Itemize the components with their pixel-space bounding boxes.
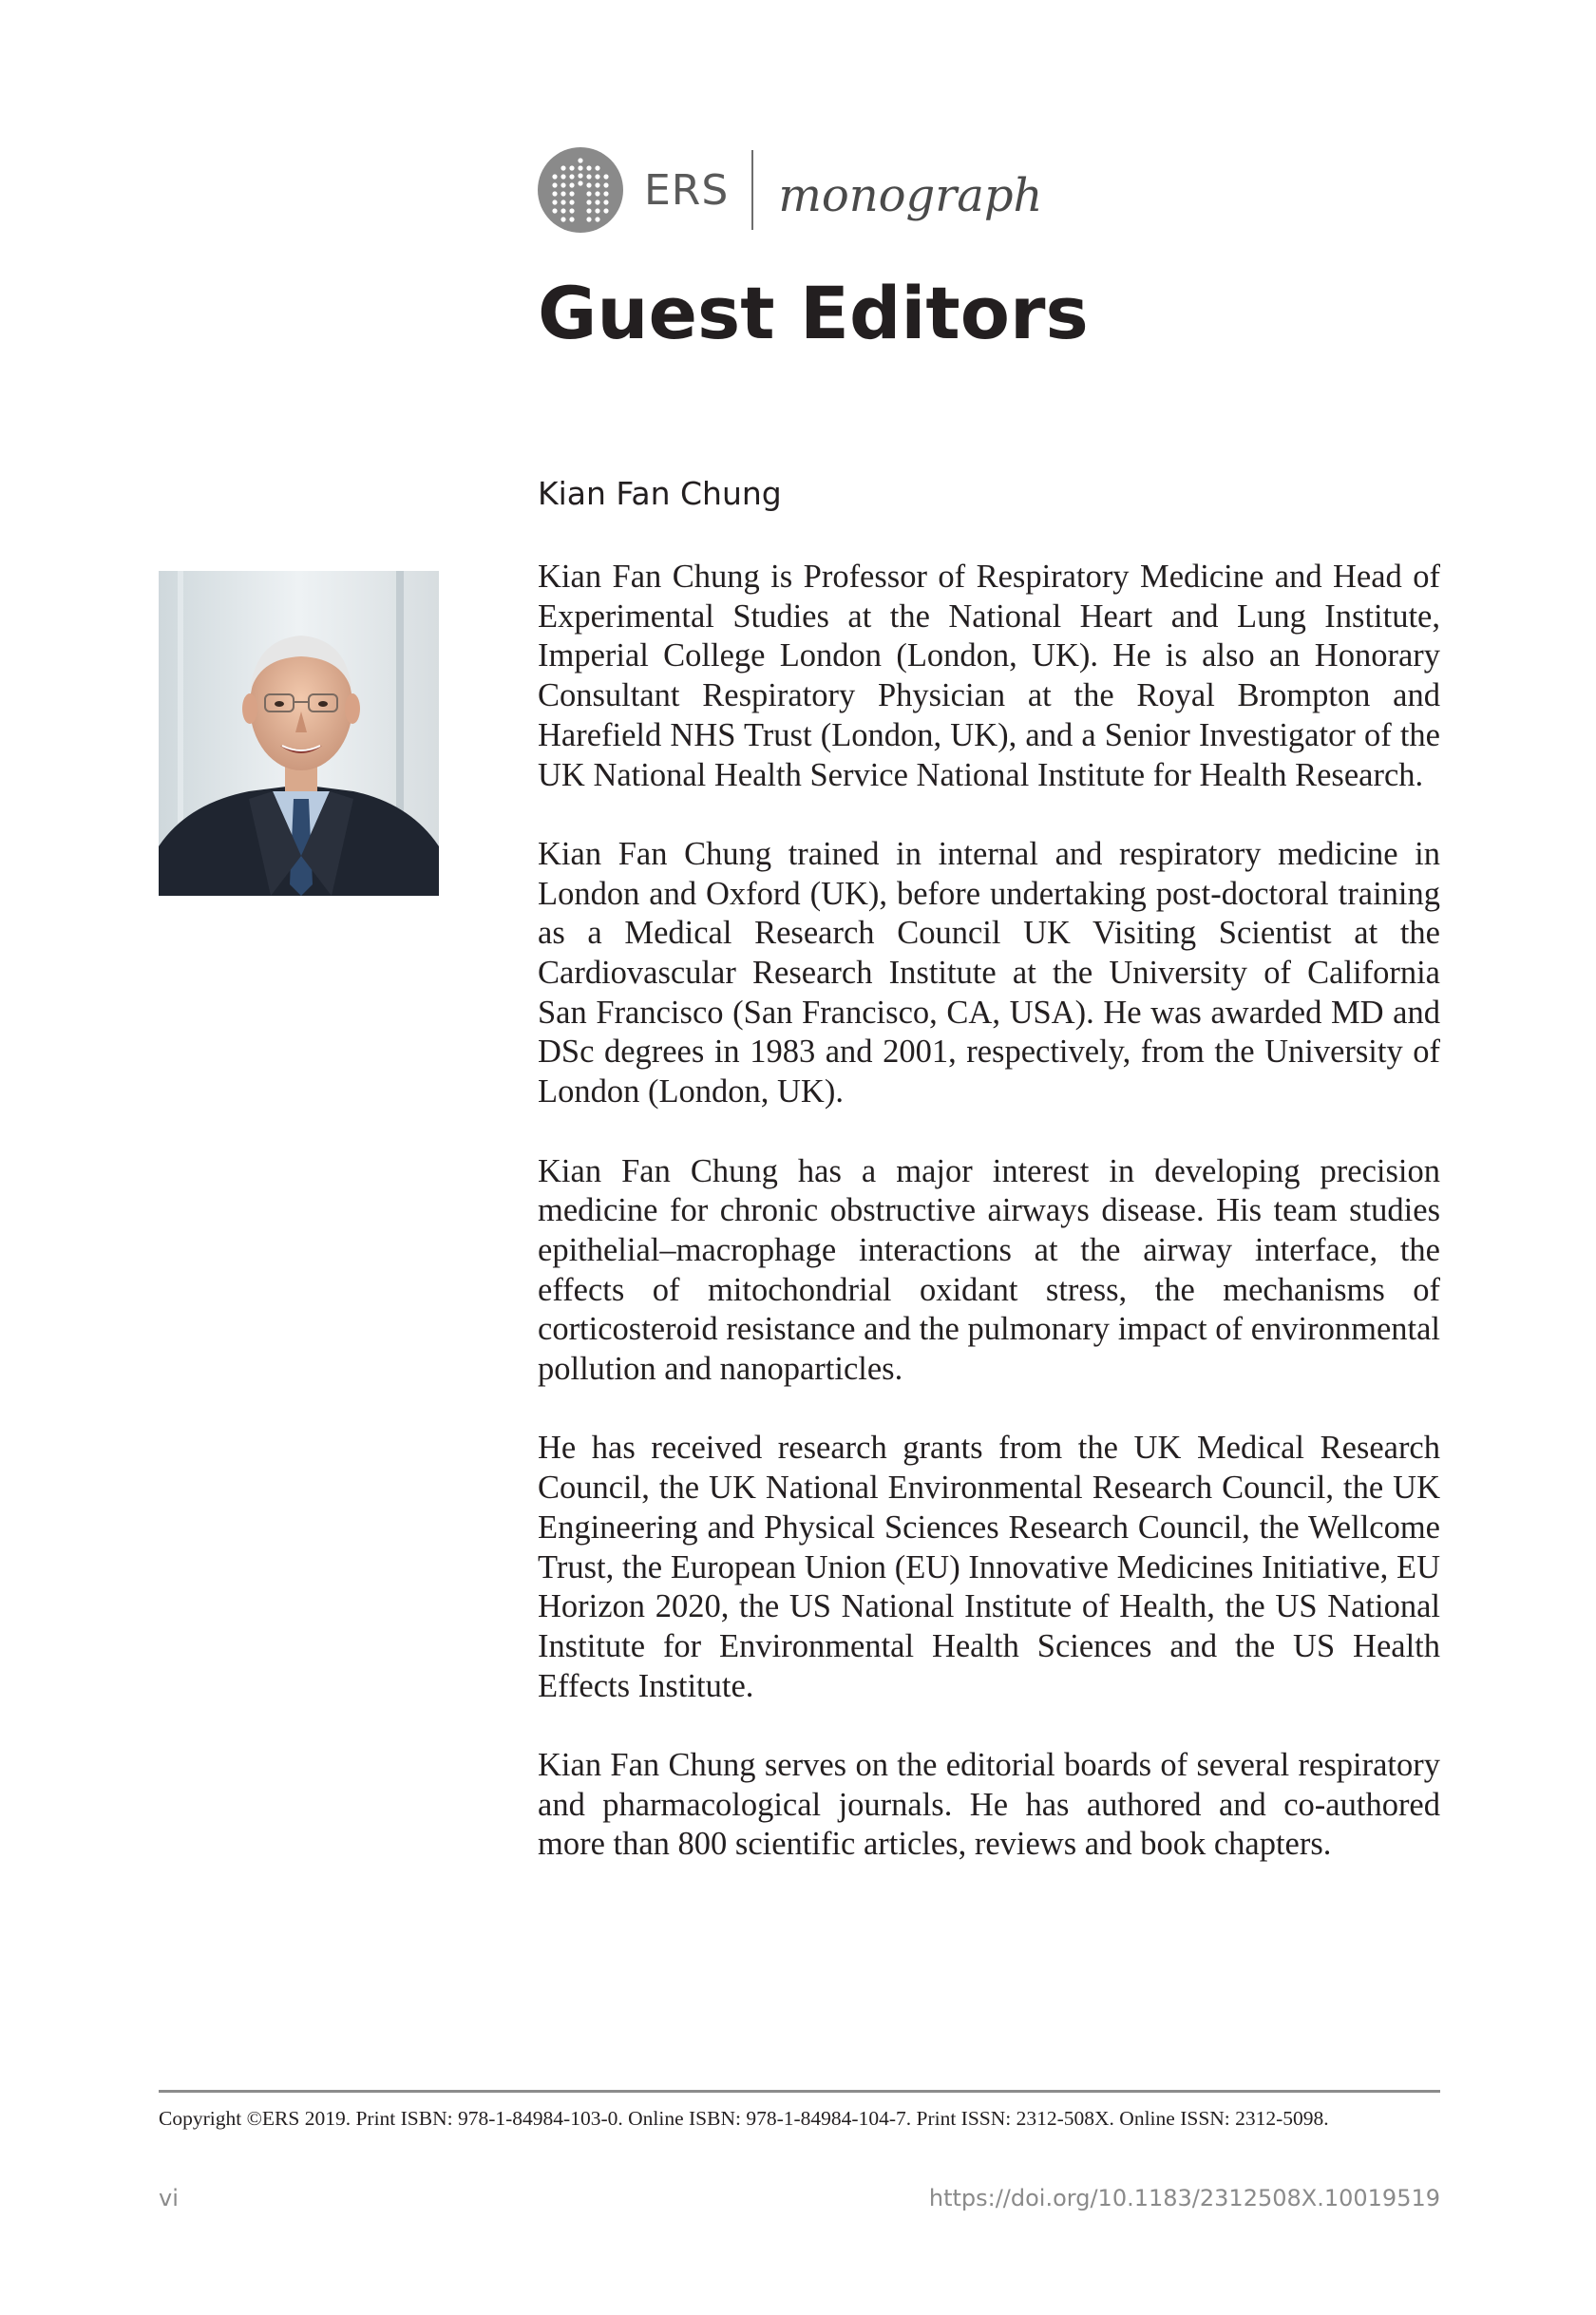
logo-dot bbox=[586, 174, 591, 179]
logo-dot bbox=[595, 191, 599, 196]
logo-dot bbox=[595, 182, 599, 187]
editor-name: Kian Fan Chung bbox=[538, 475, 782, 512]
logo-dot bbox=[569, 182, 574, 187]
logo-dot bbox=[603, 191, 608, 196]
editor-biography bbox=[538, 558, 1440, 1865]
logo-dot bbox=[560, 174, 565, 179]
doi-link[interactable]: https://doi.org/10.1183/2312508X.10019519 bbox=[928, 2185, 1440, 2211]
page-number: vi bbox=[159, 2185, 179, 2211]
logo-dot bbox=[569, 208, 574, 213]
ers-monograph-logo bbox=[538, 146, 1042, 234]
logo-dot bbox=[552, 208, 557, 213]
logo-dot bbox=[595, 208, 599, 213]
logo-dot bbox=[586, 182, 591, 187]
ers-lung-dots-icon bbox=[538, 147, 623, 233]
logo-divider bbox=[751, 150, 753, 230]
editor-portrait-photo bbox=[159, 571, 439, 896]
logo-dot bbox=[560, 191, 565, 196]
logo-dot bbox=[595, 174, 599, 179]
logo-dot bbox=[595, 165, 599, 170]
bio-paragraph: Kian Fan Chung is Professor of Respiratory Medicine and Head of Experimental Studies at the National Heart and Lung Institute, Imperial College London (London, UK). He is also an Honorary Consultant Respiratory Physician at the Royal Brompton and Harefield NHS Trust (London, UK), and a Senior Investigator of the UK National Health Service National Institute for Health Research. bbox=[538, 559, 1440, 793]
bio-paragraph: He has received research grants from the UK Medical Research Council, the UK National Environmental Research Council, the UK Engineering and Physical Sciences Research Council, the Wellcome Trust, the European Union (EU) Innovative Medicines Initiative, EU Horizon 2020, the US National Institute of Health, the US National Institute for Environmental Health Sciences and the US Health Effects Institute. bbox=[538, 1430, 1440, 1704]
logo-dot bbox=[586, 191, 591, 196]
logo-dot bbox=[578, 173, 582, 178]
logo-dot bbox=[560, 182, 565, 187]
logo-dot bbox=[586, 199, 591, 204]
logo-dot bbox=[603, 182, 608, 187]
logo-dot bbox=[569, 165, 574, 170]
logo-dot bbox=[552, 182, 557, 187]
bio-paragraph: Kian Fan Chung serves on the editorial boards of several respiratory and pharmacological journals. He has authored and co-authored more than 800 scientific articles, reviews and book chapters. bbox=[538, 1747, 1440, 1863]
logo-dot bbox=[578, 158, 582, 162]
logo-ers-text: ERS bbox=[644, 165, 730, 215]
footer-divider bbox=[159, 2090, 1440, 2093]
logo-dot bbox=[603, 174, 608, 179]
logo-dot bbox=[586, 165, 591, 170]
logo-dot bbox=[560, 217, 565, 221]
logo-dot bbox=[603, 199, 608, 204]
logo-monograph-text: monograph bbox=[778, 169, 1043, 222]
logo-dot bbox=[552, 199, 557, 204]
logo-dot bbox=[586, 208, 591, 213]
logo-dot bbox=[569, 199, 574, 204]
logo-dot bbox=[586, 217, 591, 221]
bio-paragraph: Kian Fan Chung trained in internal and respiratory medicine in London and Oxford (UK), before undertaking post-doctoral training as a Medical Research Council UK Visiting Scientist at the Cardiovascular Research Institute at the University of California San Francisco (San Francisco, CA, USA). He was awarded MD and DSc degrees in 1983 and 2001, respectively, from the University of London (London, UK). bbox=[538, 835, 1440, 1110]
logo-dot bbox=[578, 180, 582, 185]
logo-dot bbox=[595, 217, 599, 221]
logo-dot bbox=[560, 165, 565, 170]
logo-dot bbox=[569, 191, 574, 196]
logo-dot bbox=[578, 165, 582, 170]
logo-dot bbox=[552, 174, 557, 179]
bio-paragraph: Kian Fan Chung has a major interest in developing precision medicine for chronic obstructive airways disease. His team studies epithelial–macrophage interactions at the airway interface, the effects of mitochondrial oxidant stress, the mechanisms of corticosteroid resistance and the pulmonary impact of environmental pollution and nanoparticles. bbox=[538, 1152, 1440, 1388]
logo-dot bbox=[552, 191, 557, 196]
logo-dot bbox=[569, 217, 574, 221]
page-title: Guest Editors bbox=[538, 271, 1089, 355]
logo-dot bbox=[569, 174, 574, 179]
logo-dot bbox=[603, 208, 608, 213]
logo-dot bbox=[560, 208, 565, 213]
copyright-notice: Copyright ©ERS 2019. Print ISBN: 978-1-84984-103-0. Online ISBN: 978-1-84984-104-7. Print ISSN: 2312-508X. Online ISSN: 2312-5098. bbox=[159, 2107, 1329, 2130]
logo-dot bbox=[560, 199, 565, 204]
logo-dot bbox=[595, 199, 599, 204]
